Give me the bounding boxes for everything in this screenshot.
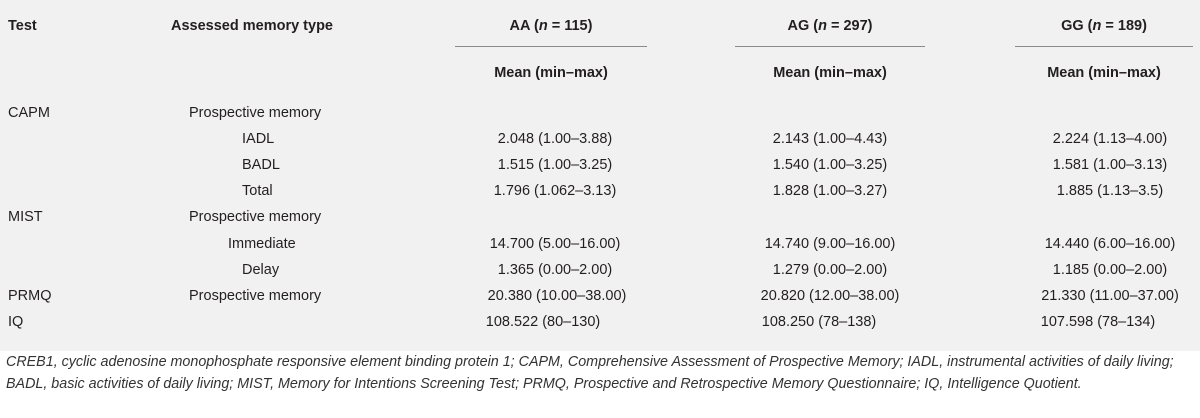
aa-cell: 1.515 (1.00–3.25) [497,157,613,173]
test-cell: PRMQ [8,288,52,304]
ag-cell: 2.143 (1.00–4.43) [772,131,888,147]
n-value: = 115) [547,18,593,34]
aa-cell: 2.048 (1.00–3.88) [497,131,613,147]
gg-cell: 21.330 (11.00–37.00) [1041,288,1179,304]
aa-cell: 1.796 (1.062–3.13) [493,183,617,199]
caption-text: , cyclic adenosine monophosphate responsive element binding protein 1; CAPM, Comprehensive Assessment of Prospective Memory; IADL, instrumental activities of daily living; BADL, basic activities of daily living; MIST, Memory for Intentions Screening Test; PRMQ, Prospective and Retrospective Memory Questionnaire; IQ, Intelligence Quotient. [6,354,1174,392]
subtype-cell: Immediate [228,236,296,252]
header-memory-type: Assessed memory type [171,18,333,34]
aa-cell: 14.700 (5.00–16.00) [489,236,621,252]
subtype-cell: Total [242,183,273,199]
n-symbol: n [538,18,548,34]
memory-type-cell: Prospective memory [189,105,322,121]
gg-cell: 1.885 (1.13–3.5) [1056,183,1164,199]
test-cell: CAPM [8,105,50,121]
gg-cell: 2.224 (1.13–4.00) [1052,131,1168,147]
test-cell: MIST [8,209,43,225]
subtype-cell: BADL [242,157,280,173]
memory-type-cell: Prospective memory [189,288,322,304]
aa-cell: 1.365 (0.00–2.00) [497,262,613,278]
aa-cell: 108.522 (80–130) [485,314,601,330]
subheader-gg: Mean (min–max) [1047,65,1161,81]
header-test: Test [8,18,37,34]
group-divider-gg [1015,46,1193,47]
subheader-aa: Mean (min–max) [494,65,608,81]
genotype-label: AG [787,18,810,34]
ag-cell: 1.828 (1.00–3.27) [772,183,888,199]
group-divider-aa [455,46,647,47]
gg-cell: 1.581 (1.00–3.13) [1052,157,1168,173]
n-symbol: n [818,18,827,34]
table-caption [6,351,1194,395]
ag-cell: 1.279 (0.00–2.00) [772,262,888,278]
ag-cell: 20.820 (12.00–38.00) [760,288,900,304]
caption-gene: CREB1 [6,354,54,370]
n-prefix: ( [813,18,819,34]
gg-cell: 14.440 (6.00–16.00) [1044,236,1176,252]
n-value: = 189) [1101,18,1147,34]
memory-type-cell: Prospective memory [189,209,322,225]
genotype-label: GG [1061,18,1084,34]
n-symbol: n [1092,18,1102,34]
group-divider-ag [735,46,925,47]
gg-cell: 107.598 (78–134) [1040,314,1156,330]
gg-cell: 1.185 (0.00–2.00) [1052,262,1168,278]
aa-cell: 20.380 (10.00–38.00) [487,288,627,304]
ag-cell: 108.250 (78–138) [761,314,877,330]
n-prefix: ( [533,18,539,34]
genotype-label: AA [509,18,530,34]
header-group-aa [510,17,593,35]
n-value: = 297) [826,18,873,34]
n-prefix: ( [1087,18,1093,34]
header-group-gg [1061,17,1147,35]
subheader-ag: Mean (min–max) [773,65,887,81]
subtype-cell: Delay [242,262,280,278]
header-group-ag [787,17,872,35]
test-cell: IQ [8,314,24,330]
ag-cell: 14.740 (9.00–16.00) [764,236,896,252]
subtype-cell: IADL [242,131,275,147]
ag-cell: 1.540 (1.00–3.25) [772,157,888,173]
